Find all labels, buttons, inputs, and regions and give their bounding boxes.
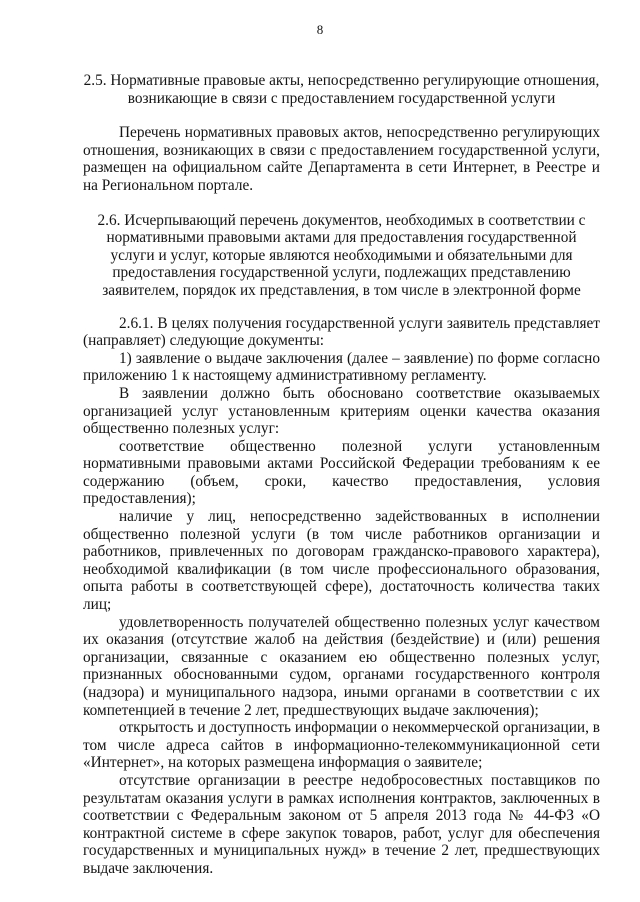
criterion-compliance: соответствие общественно полезной услуги установленным нормативными правовыми актами Российской Федерации требованиям к ее содержанию (объем, сроки, качество предоставления, условия предоставления);: [83, 437, 600, 508]
paragraph-item-1: 1) заявление о выдаче заключения (далее – заявление) по форме согласно приложению 1 к настоящему административному регламенту.: [83, 349, 600, 385]
criterion-registry: отсутствие организации в реестре недобросовестных поставщиков по результатам оказания услуги в рамках исполнения контрактов, заключенных в соответствии с Федеральным законом от 5 апреля 2013 года № 44-ФЗ «О контрактной системе в сфере закупок товаров, работ, услуг для обеспечения государственных и муниципальных нужд» в течение 2 лет, предшествующих выдаче заключения.: [83, 771, 600, 877]
criterion-openness: открытость и доступность информации о некоммерческой организации, в том числе адреса сайтов в информационно-телекоммуникационной сети «Интернет», на которых размещена информация о заявителе;: [83, 719, 600, 772]
criterion-satisfaction: удовлетворенность получателей общественно полезных услуг качеством их оказания (отсутствие жалоб на действия (бездействие) и (или) решения организации, связанные с оказанием ею общественно полезных услуг, признанных обоснованными судом, органами государственного контроля (надзора) и муниципального надзора, иными органами в соответствии с их компетенцией в течение 2 лет, предшествующих выдаче заключения);: [83, 613, 600, 719]
document-body: [83, 72, 600, 878]
criterion-qualification: наличие у лиц, непосредственно задействованных в исполнении общественно полезной услуги (в том числе работников организации и работников, привлеченных по договорам гражданско-правового характера), необходимой квалификации (в том числе профессионального образования, опыта работы в соответствующей сфере), достаточность количества таких лиц;: [83, 508, 600, 614]
section-2-5-body: Перечень нормативных правовых актов, непосредственно регулирующих отношения, возникающих в связи с предоставлением государственной услуги, размещен на официальном сайте Департамента в сети Интернет, в Реестре и на Региональном портале.: [83, 124, 600, 194]
page-number: 8: [316, 22, 324, 37]
section-2-5-heading: 2.5. Нормативные правовые акты, непосредственно регулирующие отношения, возникающие в связи с предоставлением государственной услуги: [83, 72, 600, 107]
paragraph-justification: В заявлении должно быть обосновано соответствие оказываемых организацией услуг установленным критериям оценки качества оказания общественно полезных услуг:: [83, 384, 600, 438]
section-2-6-heading: 2.6. Исчерпывающий перечень документов, необходимых в соответствии с нормативными правовыми актами для предоставления государственной услуги и услуг, которые являются необходимыми и обязательными для предоставления государственной услуги, подлежащих представлению заявителем, порядок их представления, в том числе в электронной форме: [97, 211, 586, 299]
paragraph-2-6-1: 2.6.1. В целях получения государственной услуги заявитель представляет (направляет) следующие документы:: [83, 314, 600, 350]
